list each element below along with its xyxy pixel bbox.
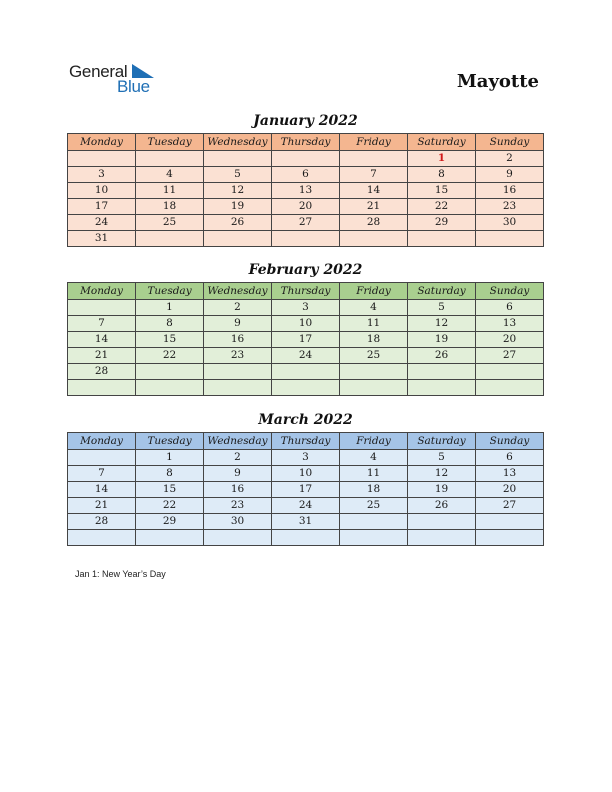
day-cell: 13 bbox=[272, 183, 340, 199]
weekday-header: Wednesday bbox=[204, 433, 272, 450]
month-title-february: February 2022 bbox=[248, 262, 363, 278]
weekday-header: Sunday bbox=[476, 433, 544, 450]
day-cell: 6 bbox=[272, 167, 340, 183]
country-title: Mayotte bbox=[456, 71, 539, 92]
day-cell: 26 bbox=[204, 215, 272, 231]
day-cell: 9 bbox=[204, 316, 272, 332]
day-cell: 9 bbox=[204, 466, 272, 482]
weekday-header: Tuesday bbox=[136, 433, 204, 450]
weekday-header: Friday bbox=[340, 283, 408, 300]
day-cell: 31 bbox=[68, 231, 136, 247]
week-row bbox=[68, 514, 544, 530]
day-cell: 21 bbox=[68, 498, 136, 514]
holiday-notes bbox=[75, 569, 166, 579]
month-title-january: January 2022 bbox=[253, 113, 358, 129]
day-cell: 26 bbox=[408, 348, 476, 364]
day-cell bbox=[408, 514, 476, 530]
weekday-header-row bbox=[68, 433, 544, 450]
day-cell: 23 bbox=[204, 498, 272, 514]
day-cell: 15 bbox=[136, 332, 204, 348]
day-cell: 30 bbox=[204, 514, 272, 530]
day-cell: 5 bbox=[204, 167, 272, 183]
day-cell: 2 bbox=[204, 450, 272, 466]
day-cell: 16 bbox=[204, 482, 272, 498]
weekday-header: Wednesday bbox=[204, 283, 272, 300]
day-cell: 30 bbox=[476, 215, 544, 231]
day-cell: 21 bbox=[68, 348, 136, 364]
day-cell: 3 bbox=[272, 300, 340, 316]
day-cell: 8 bbox=[136, 466, 204, 482]
month-title-march: March 2022 bbox=[258, 412, 353, 428]
weekday-header: Sunday bbox=[476, 283, 544, 300]
week-row bbox=[68, 466, 544, 482]
day-cell bbox=[340, 231, 408, 247]
weekday-header: Saturday bbox=[408, 433, 476, 450]
day-cell: 2 bbox=[476, 151, 544, 167]
day-cell: 31 bbox=[272, 514, 340, 530]
day-cell: 29 bbox=[136, 514, 204, 530]
day-cell: 5 bbox=[408, 300, 476, 316]
day-cell: 19 bbox=[408, 482, 476, 498]
day-cell bbox=[204, 380, 272, 396]
day-cell: 4 bbox=[340, 450, 408, 466]
day-cell: 16 bbox=[476, 183, 544, 199]
day-cell bbox=[272, 151, 340, 167]
day-cell: 24 bbox=[68, 215, 136, 231]
day-cell: 16 bbox=[204, 332, 272, 348]
day-cell bbox=[476, 231, 544, 247]
day-cell bbox=[340, 514, 408, 530]
day-cell bbox=[476, 380, 544, 396]
day-cell: 20 bbox=[476, 482, 544, 498]
day-cell: 24 bbox=[272, 348, 340, 364]
day-cell bbox=[272, 380, 340, 396]
day-cell bbox=[340, 380, 408, 396]
day-cell bbox=[272, 530, 340, 546]
week-row bbox=[68, 482, 544, 498]
week-row bbox=[68, 151, 544, 167]
day-cell: 20 bbox=[272, 199, 340, 215]
day-cell: 4 bbox=[340, 300, 408, 316]
week-row bbox=[68, 450, 544, 466]
day-cell: 12 bbox=[408, 316, 476, 332]
weekday-header: Friday bbox=[340, 433, 408, 450]
day-cell: 8 bbox=[136, 316, 204, 332]
day-cell bbox=[408, 231, 476, 247]
day-cell bbox=[204, 530, 272, 546]
day-cell bbox=[408, 530, 476, 546]
day-cell bbox=[68, 380, 136, 396]
weekday-header-row bbox=[68, 283, 544, 300]
week-row bbox=[68, 332, 544, 348]
day-cell: 15 bbox=[408, 183, 476, 199]
day-cell: 25 bbox=[136, 215, 204, 231]
day-cell: 17 bbox=[68, 199, 136, 215]
day-cell bbox=[272, 231, 340, 247]
day-cell bbox=[476, 530, 544, 546]
day-cell: 8 bbox=[408, 167, 476, 183]
day-cell: 25 bbox=[340, 348, 408, 364]
day-cell bbox=[68, 450, 136, 466]
day-cell: 18 bbox=[340, 482, 408, 498]
day-cell: 24 bbox=[272, 498, 340, 514]
day-cell bbox=[408, 364, 476, 380]
calendar-february bbox=[67, 282, 544, 396]
day-cell: 12 bbox=[204, 183, 272, 199]
day-cell bbox=[204, 364, 272, 380]
weekday-header: Tuesday bbox=[136, 134, 204, 151]
day-cell: 2 bbox=[204, 300, 272, 316]
day-cell bbox=[272, 364, 340, 380]
day-cell: 22 bbox=[408, 199, 476, 215]
weekday-header: Thursday bbox=[272, 283, 340, 300]
day-cell bbox=[68, 530, 136, 546]
weekday-header: Thursday bbox=[272, 433, 340, 450]
day-cell bbox=[68, 151, 136, 167]
day-cell: 23 bbox=[476, 199, 544, 215]
day-cell: 25 bbox=[340, 498, 408, 514]
day-cell: 7 bbox=[340, 167, 408, 183]
weekday-header-row bbox=[68, 134, 544, 151]
day-cell: 17 bbox=[272, 332, 340, 348]
day-cell: 15 bbox=[136, 482, 204, 498]
day-cell: 14 bbox=[340, 183, 408, 199]
day-cell: 19 bbox=[408, 332, 476, 348]
day-cell: 28 bbox=[68, 364, 136, 380]
day-cell: 14 bbox=[68, 332, 136, 348]
day-cell: 11 bbox=[340, 466, 408, 482]
day-cell: 10 bbox=[68, 183, 136, 199]
day-cell: 3 bbox=[272, 450, 340, 466]
weekday-header: Thursday bbox=[272, 134, 340, 151]
day-cell: 6 bbox=[476, 300, 544, 316]
weekday-header: Sunday bbox=[476, 134, 544, 151]
weekday-header: Saturday bbox=[408, 134, 476, 151]
day-cell bbox=[340, 364, 408, 380]
day-cell: 18 bbox=[340, 332, 408, 348]
day-cell: 12 bbox=[408, 466, 476, 482]
holiday-day-cell: 1 bbox=[408, 151, 476, 167]
week-row bbox=[68, 498, 544, 514]
day-cell: 27 bbox=[272, 215, 340, 231]
day-cell: 13 bbox=[476, 466, 544, 482]
weekday-header: Wednesday bbox=[204, 134, 272, 151]
weekday-header: Tuesday bbox=[136, 283, 204, 300]
day-cell: 1 bbox=[136, 300, 204, 316]
day-cell bbox=[476, 364, 544, 380]
week-row bbox=[68, 300, 544, 316]
weekday-header: Monday bbox=[68, 433, 136, 450]
calendar-march bbox=[67, 432, 544, 546]
weekday-header: Monday bbox=[68, 283, 136, 300]
logo-triangle-icon bbox=[132, 64, 154, 78]
calendar-january bbox=[67, 133, 544, 247]
week-row bbox=[68, 316, 544, 332]
week-row bbox=[68, 215, 544, 231]
day-cell: 10 bbox=[272, 466, 340, 482]
week-row bbox=[68, 199, 544, 215]
day-cell: 28 bbox=[340, 215, 408, 231]
day-cell: 6 bbox=[476, 450, 544, 466]
day-cell: 9 bbox=[476, 167, 544, 183]
day-cell: 27 bbox=[476, 498, 544, 514]
day-cell bbox=[68, 300, 136, 316]
week-row bbox=[68, 348, 544, 364]
day-cell bbox=[204, 231, 272, 247]
day-cell: 20 bbox=[476, 332, 544, 348]
day-cell: 17 bbox=[272, 482, 340, 498]
day-cell bbox=[204, 151, 272, 167]
day-cell: 11 bbox=[340, 316, 408, 332]
holiday-note: Jan 1: New Year’s Day bbox=[75, 569, 166, 579]
generalblue-logo bbox=[69, 62, 169, 96]
week-row bbox=[68, 231, 544, 247]
day-cell bbox=[476, 514, 544, 530]
day-cell: 18 bbox=[136, 199, 204, 215]
week-row bbox=[68, 364, 544, 380]
day-cell bbox=[136, 364, 204, 380]
day-cell: 23 bbox=[204, 348, 272, 364]
day-cell: 10 bbox=[272, 316, 340, 332]
day-cell: 22 bbox=[136, 348, 204, 364]
day-cell bbox=[136, 231, 204, 247]
logo-text-blue: Blue bbox=[117, 77, 150, 96]
day-cell: 5 bbox=[408, 450, 476, 466]
logo-text-general: General bbox=[69, 62, 128, 81]
day-cell: 13 bbox=[476, 316, 544, 332]
day-cell: 4 bbox=[136, 167, 204, 183]
day-cell: 1 bbox=[136, 450, 204, 466]
day-cell: 11 bbox=[136, 183, 204, 199]
day-cell: 7 bbox=[68, 316, 136, 332]
day-cell bbox=[340, 151, 408, 167]
weekday-header: Saturday bbox=[408, 283, 476, 300]
day-cell: 14 bbox=[68, 482, 136, 498]
week-row bbox=[68, 167, 544, 183]
day-cell: 27 bbox=[476, 348, 544, 364]
day-cell: 22 bbox=[136, 498, 204, 514]
day-cell: 21 bbox=[340, 199, 408, 215]
day-cell: 28 bbox=[68, 514, 136, 530]
day-cell bbox=[340, 530, 408, 546]
week-row bbox=[68, 183, 544, 199]
day-cell: 19 bbox=[204, 199, 272, 215]
day-cell: 7 bbox=[68, 466, 136, 482]
day-cell: 3 bbox=[68, 167, 136, 183]
day-cell bbox=[136, 151, 204, 167]
day-cell: 29 bbox=[408, 215, 476, 231]
weekday-header: Friday bbox=[340, 134, 408, 151]
day-cell bbox=[136, 380, 204, 396]
week-row bbox=[68, 380, 544, 396]
week-row bbox=[68, 530, 544, 546]
day-cell bbox=[408, 380, 476, 396]
weekday-header: Monday bbox=[68, 134, 136, 151]
day-cell: 26 bbox=[408, 498, 476, 514]
day-cell bbox=[136, 530, 204, 546]
